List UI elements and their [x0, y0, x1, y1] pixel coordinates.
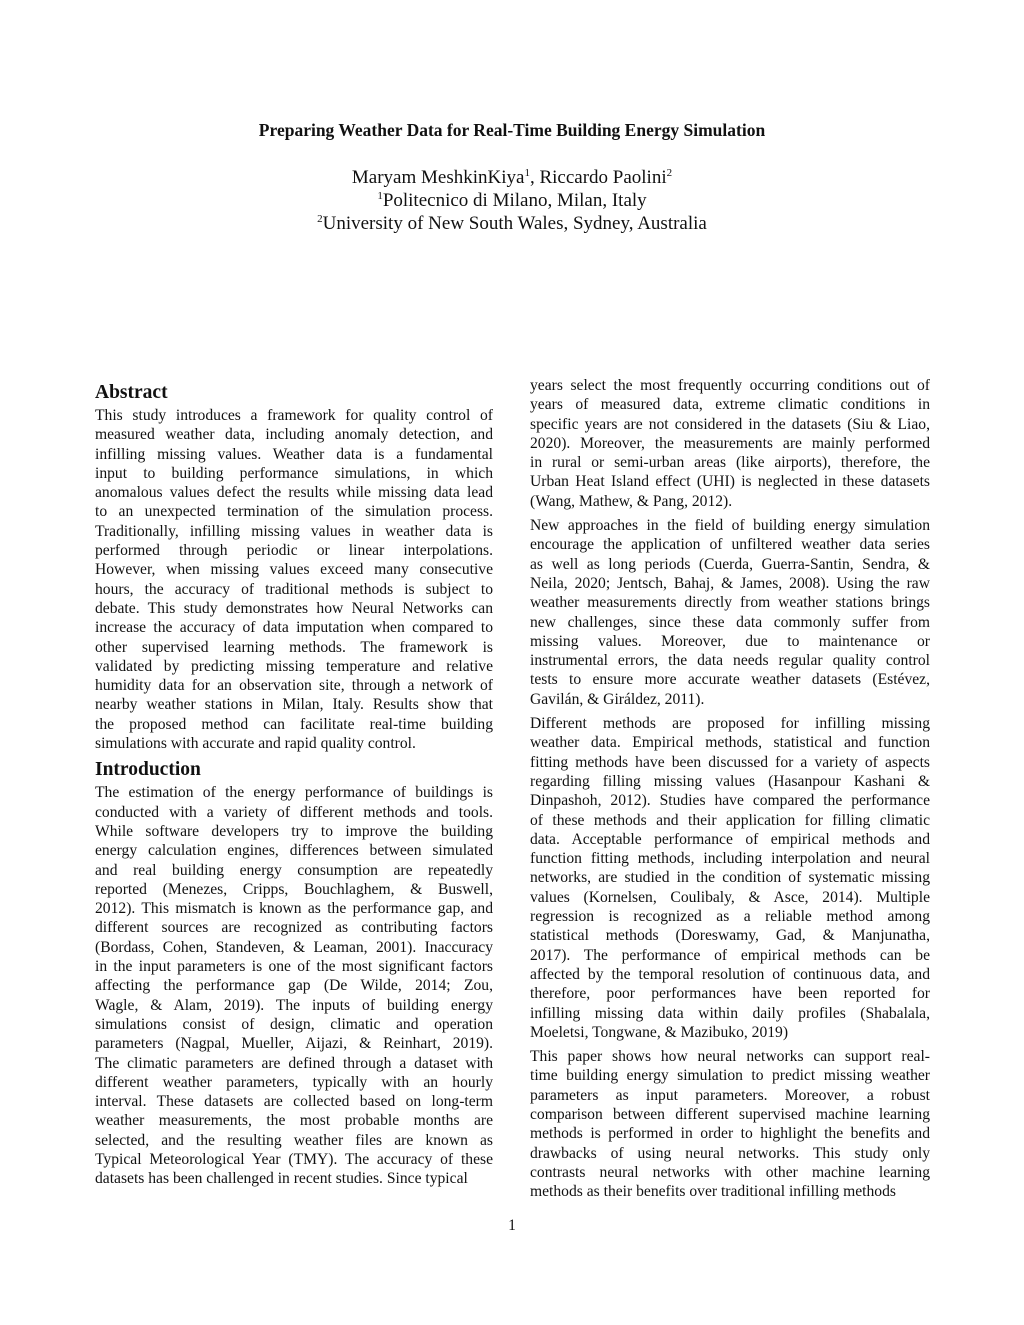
text-line: encourage the application of unfiltered weather data series [530, 536, 930, 554]
text-line: fitting methods have been discussed for a variety of aspects [530, 753, 930, 771]
text-line: This paper shows how neural networks can support real- [530, 1048, 930, 1066]
text-line: debate. This study demonstrates how Neural Networks can [95, 599, 493, 617]
text-line: simulations consist of design, climatic and operation [95, 1015, 493, 1033]
text-line: infilling missing values. Weather data is a fundamental [95, 445, 493, 463]
text-line: as well as long periods (Cuerda, Guerra-Santin, Sendra, & [530, 555, 930, 573]
text-line: regression is recognized as a reliable method among [530, 908, 930, 926]
text-line: different sources are recognized as contributing factors [95, 919, 493, 937]
paper-title: Preparing Weather Data for Real-Time Building Energy Simulation [258, 120, 766, 140]
text-line: While software developers try to improve the building [95, 822, 493, 840]
text-line: nearby weather stations in Milan, Italy. Results show that [95, 696, 493, 714]
text-line: instrumental errors, the data needs regular quality control [530, 652, 930, 670]
text-line: therefore, poor performances have been reported for [530, 985, 930, 1003]
text-line: new challenges, since these data commonly suffer from [530, 613, 930, 631]
text-line: missing values. Moreover, due to maintenance or [530, 632, 930, 650]
text-line: measured weather data, including anomaly detection, and [95, 426, 493, 444]
text-line: parameters (Nagpal, Mueller, Aijazi, & Reinhart, 2019). [95, 1035, 493, 1053]
text-line: affecting the performance gap (De Wilde, 2014; Zou, [95, 977, 493, 995]
text-line: Dinpashoh, 2012). Studies have compared the performance [530, 792, 930, 810]
abstract-heading: Abstract [95, 382, 168, 403]
paragraph [530, 376, 930, 511]
author-affiliation-mark: 2 [666, 167, 673, 179]
text-line: The climatic parameters are defined through a dataset with [95, 1054, 493, 1072]
text-line: This study introduces a framework for quality control of [95, 407, 493, 424]
text-line: Typical Meteorological Year (TMY). The accuracy of these [95, 1150, 493, 1168]
text-line: in the input parameters is one of the most significant factors [95, 958, 493, 976]
text-line: time building energy simulation to predict missing weather [530, 1067, 930, 1085]
affiliation [0, 189, 1024, 212]
text-line: (Bordass, Cohen, Standeven, & Leaman, 2001). Inaccuracy [95, 938, 493, 956]
abstract-body [95, 406, 493, 753]
text-line: interval. These datasets are collected based on long-term [95, 1093, 493, 1111]
author-block [0, 166, 1024, 235]
text-line: selected, and the resulting weather files are known as [95, 1131, 493, 1149]
text-line: (Wang, Mathew, & Pang, 2012). [530, 492, 733, 510]
text-line: anomalous values defect the results while missing data lead [95, 484, 493, 502]
text-line: 2017). The performance of empirical methods can be [530, 946, 930, 964]
affiliation-mark: 2 [317, 213, 323, 225]
text-line: performed through periodic or linear interpolations. [95, 542, 493, 560]
paragraph [530, 1047, 930, 1201]
text-line: in rural or semi-urban areas (like airports), therefore, the [530, 454, 930, 472]
text-line: simulations with accurate and rapid quality control. [95, 735, 416, 753]
text-line: validated by predicting missing temperature and relative [95, 657, 493, 675]
text-line: increase the accuracy of data imputation when compared to [95, 619, 493, 637]
text-line: input to building performance simulations, in which [95, 464, 493, 482]
text-line: years of measured data, extreme climatic conditions in [530, 396, 930, 414]
text-line: and real building energy consumption are repeatedly [95, 861, 493, 879]
text-line: methods is performed in order to highlight the benefits and [530, 1125, 930, 1143]
text-line: specific years are not considered in the datasets (Siu & Liao, [530, 415, 930, 433]
text-line: Moeletsi, Tongwane, & Mazibuko, 2019) [530, 1023, 789, 1041]
affiliation-text: Politecnico di Milano, Milan, Italy [382, 190, 647, 211]
text-line: different weather parameters, typically with an hourly [95, 1073, 493, 1091]
text-line: humidity data for an observation site, through a network of [95, 677, 493, 695]
text-line: years select the most frequently occurring conditions out of [530, 377, 930, 394]
text-line: 2020). Moreover, the measurements are mainly performed [530, 434, 930, 452]
text-line: Traditionally, infilling missing values in weather data is [95, 522, 493, 540]
text-line: tests to ensure more accurate weather datasets (Estévez, [530, 671, 930, 689]
text-line: function fitting methods, including interpolation and neural [530, 850, 930, 868]
text-line: Different methods are proposed for infilling missing [530, 715, 930, 733]
text-line: conducted with a variety of different methods and tools. [95, 803, 493, 821]
affiliation [0, 212, 1024, 235]
text-line: networks, are studied in the condition of systematic missing [530, 869, 930, 887]
text-line: to an unexpected termination of the simulation process. [95, 503, 493, 521]
text-line: values (Kornelsen, Coulibaly, & Asce, 2014). Multiple [530, 888, 930, 906]
text-line: reported (Menezes, Cripps, Bouchlaghem, & Buswell, [95, 880, 493, 898]
text-line: 2012). This mismatch is known as the performance gap, and [95, 900, 493, 918]
text-line: affected by the temporal resolution of continuous data, and [530, 965, 930, 983]
text-line: Wagle, & Alam, 2019). The inputs of building energy [95, 996, 493, 1014]
text-line: contrasts neural networks with other machine learning [530, 1163, 930, 1181]
left-column [95, 380, 493, 1194]
text-line: The estimation of the energy performance of buildings is [95, 784, 493, 802]
text-line: New approaches in the field of building energy simulation [530, 517, 930, 535]
author-affiliation-mark: 1 [524, 167, 530, 179]
text-line: regarding filling missing values (Hasanpour Kashani & [530, 772, 930, 790]
paragraph [95, 406, 493, 753]
paragraph [530, 516, 930, 709]
text-line: Neila, 2020; Jentsch, Bahaj, & James, 2008). Using the raw [530, 574, 930, 592]
author-names: Maryam MeshkinKiya$^1$, Riccardo Paolini$^2$ [351, 167, 673, 188]
text-line: statistical methods (Doreswamy, Gad, & Manjunatha, [530, 927, 930, 945]
text-line: Gavilán, & Giráldez, 2011). [530, 690, 705, 708]
paragraph [530, 714, 930, 1042]
text-line: hours, the accuracy of traditional methods is subject to [95, 580, 493, 598]
text-line: other supervised learning methods. The framework is [95, 638, 493, 656]
text-line: parameters as input parameters. Moreover, a robust [530, 1086, 930, 1104]
right-column [530, 376, 930, 1206]
text-line: of these methods and their application for filling climatic [530, 811, 930, 829]
author-name: Riccardo Paolini [539, 167, 667, 188]
page-number: 1 [508, 1217, 516, 1234]
paragraph [95, 783, 493, 1188]
text-line: methods as their benefits over traditional infilling methods [530, 1183, 896, 1201]
text-line: infilling missing data within daily profiles (Shabalala, [530, 1004, 930, 1022]
text-line: weather data. Empirical methods, statistical and function [530, 734, 930, 752]
text-line: comparison between different supervised machine learning [530, 1105, 930, 1123]
affiliation-text: University of New South Wales, Sydney, Australia [322, 213, 707, 234]
introduction-body-left [95, 783, 493, 1188]
text-line: energy calculation engines, differences between simulated [95, 842, 493, 860]
text-line: weather measurements, the most probable months are [95, 1112, 493, 1130]
introduction-heading: Introduction [95, 759, 201, 781]
affiliation-mark: 1 [377, 190, 383, 202]
text-line: the proposed method can facilitate real-time building [95, 715, 493, 733]
introduction-body-right [530, 376, 930, 1201]
text-line: weather measurements directly from weather stations brings [530, 594, 930, 612]
text-line: data. Acceptable performance of empirical methods and [530, 830, 930, 848]
text-line: However, when missing values exceed many consecutive [95, 561, 493, 579]
text-line: drawbacks of using neural networks. This study only [530, 1144, 930, 1162]
text-line: datasets has been challenged in recent studies. Since typical [95, 1170, 468, 1188]
text-line: Urban Heat Island effect (UHI) is neglected in these datasets [530, 473, 930, 491]
author-name: Maryam MeshkinKiya [351, 167, 525, 188]
